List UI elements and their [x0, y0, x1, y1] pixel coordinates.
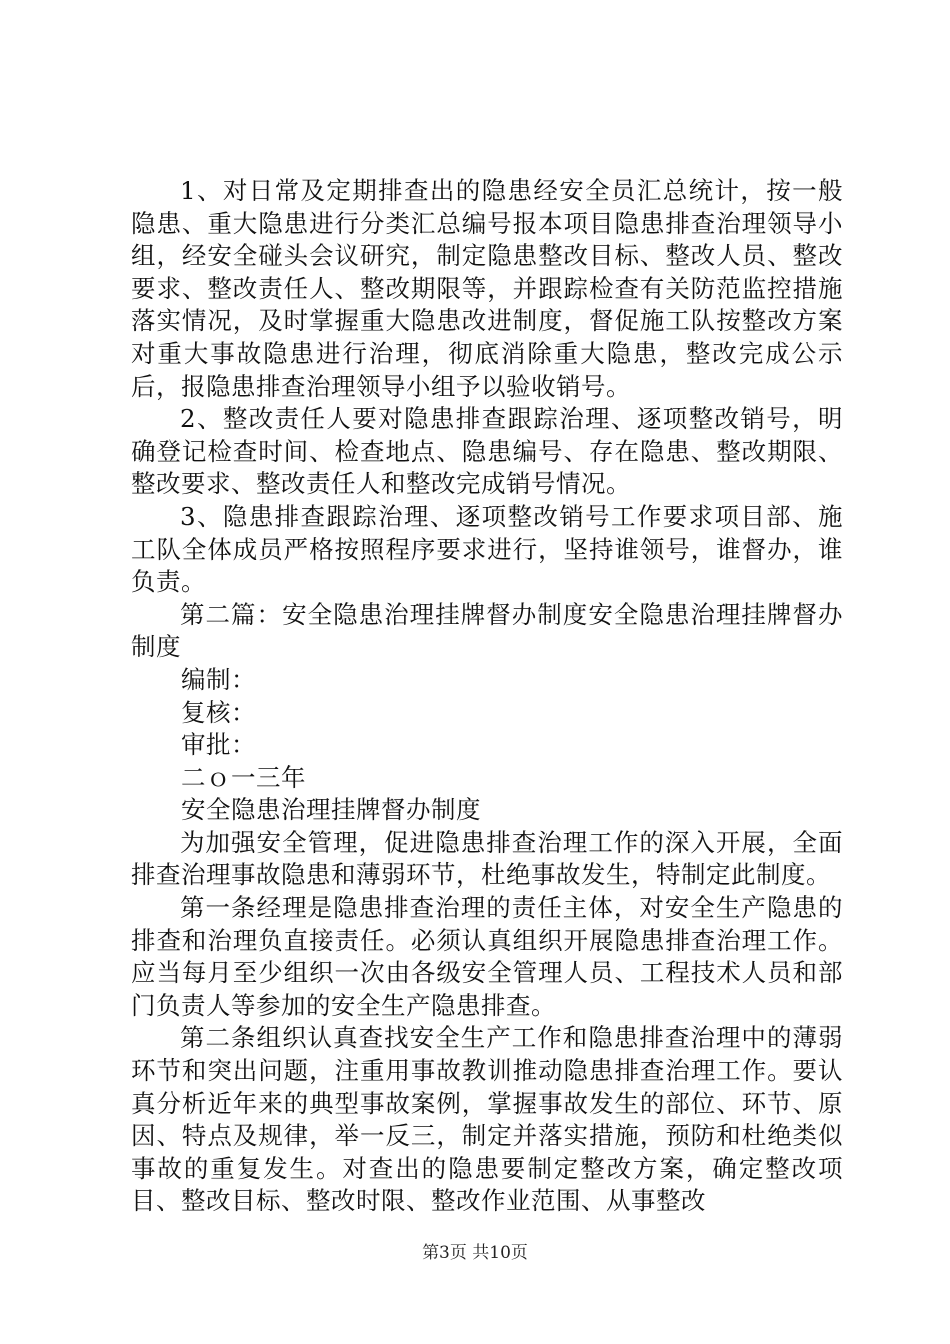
document-body — [131, 175, 843, 1218]
paragraph-item-3: 3、隐患排查跟踪治理、逐项整改销号工作要求项目部、施工队全体成员严格按照程序要求进行，坚持谁领号，谁督办，谁负责。 — [131, 501, 843, 597]
compiled-by-label: 编制： — [181, 664, 256, 694]
article-two: 第二条组织认真查找安全生产工作和隐患排查治理中的薄弱环节和突出问题，注重用事故教训推动隐患排查治理工作。要认真分析近年来的典型事故案例，掌握事故发生的部位、环节、原因、特点及规律，举一反三，制定并落实措施，预防和杜绝类似事故的重复发生。对查出的隐患要制定整改方案，确定整改项目、整改目标、整改时限、整改作业范围、从事整改 — [131, 1023, 843, 1216]
paragraph-item-2: 2、整改责任人要对隐患排查跟踪治理、逐项整改销号，明确登记检查时间、检查地点、隐患编号、存在隐患、整改期限、整改要求、整改责任人和整改完成销号情况。 — [131, 404, 843, 499]
preamble-paragraph: 为加强安全管理，促进隐患排查治理工作的深入开展，全面排查治理事故隐患和薄弱环节，杜绝事故发生，特制定此制度。 — [131, 827, 843, 890]
regulation-title: 安全隐患治理挂牌督办制度 — [181, 795, 481, 825]
paragraph-item-1: 1、对日常及定期排查出的隐患经安全员汇总统计，按一般隐患、重大隐患进行分类汇总编号报本项目隐患排查治理领导小组，经安全碰头会议研究，制定隐患整改目标、整改人员、整改要求、整改责任人、整改期限等，并跟踪检查有关防范监控措施落实情况，及时掌握重大隐患改进制度，督促施工队按整改方案对重大事故隐患进行治理，彻底消除重大隐患，整改完成公示后，报隐患排查治理领导小组予以验收销号。 — [131, 176, 843, 401]
page-number: 第3页 共10页 — [422, 1243, 528, 1263]
section-heading: 第二篇：安全隐患治理挂牌督办制度安全隐患治理挂牌督办制度 — [131, 599, 843, 662]
approved-by-label: 审批： — [181, 730, 256, 760]
article-one: 第一条经理是隐患排查治理的责任主体，对安全生产隐患的排查和治理负直接责任。必须认真组织开展隐患排查治理工作。应当每月至少组织一次由各级安全管理人员、工程技术人员和部门负责人等参加的安全生产隐患排查。 — [131, 893, 843, 1020]
reviewed-by-label: 复核： — [181, 697, 256, 727]
year-label: 二ｏ一三年 — [181, 762, 306, 792]
